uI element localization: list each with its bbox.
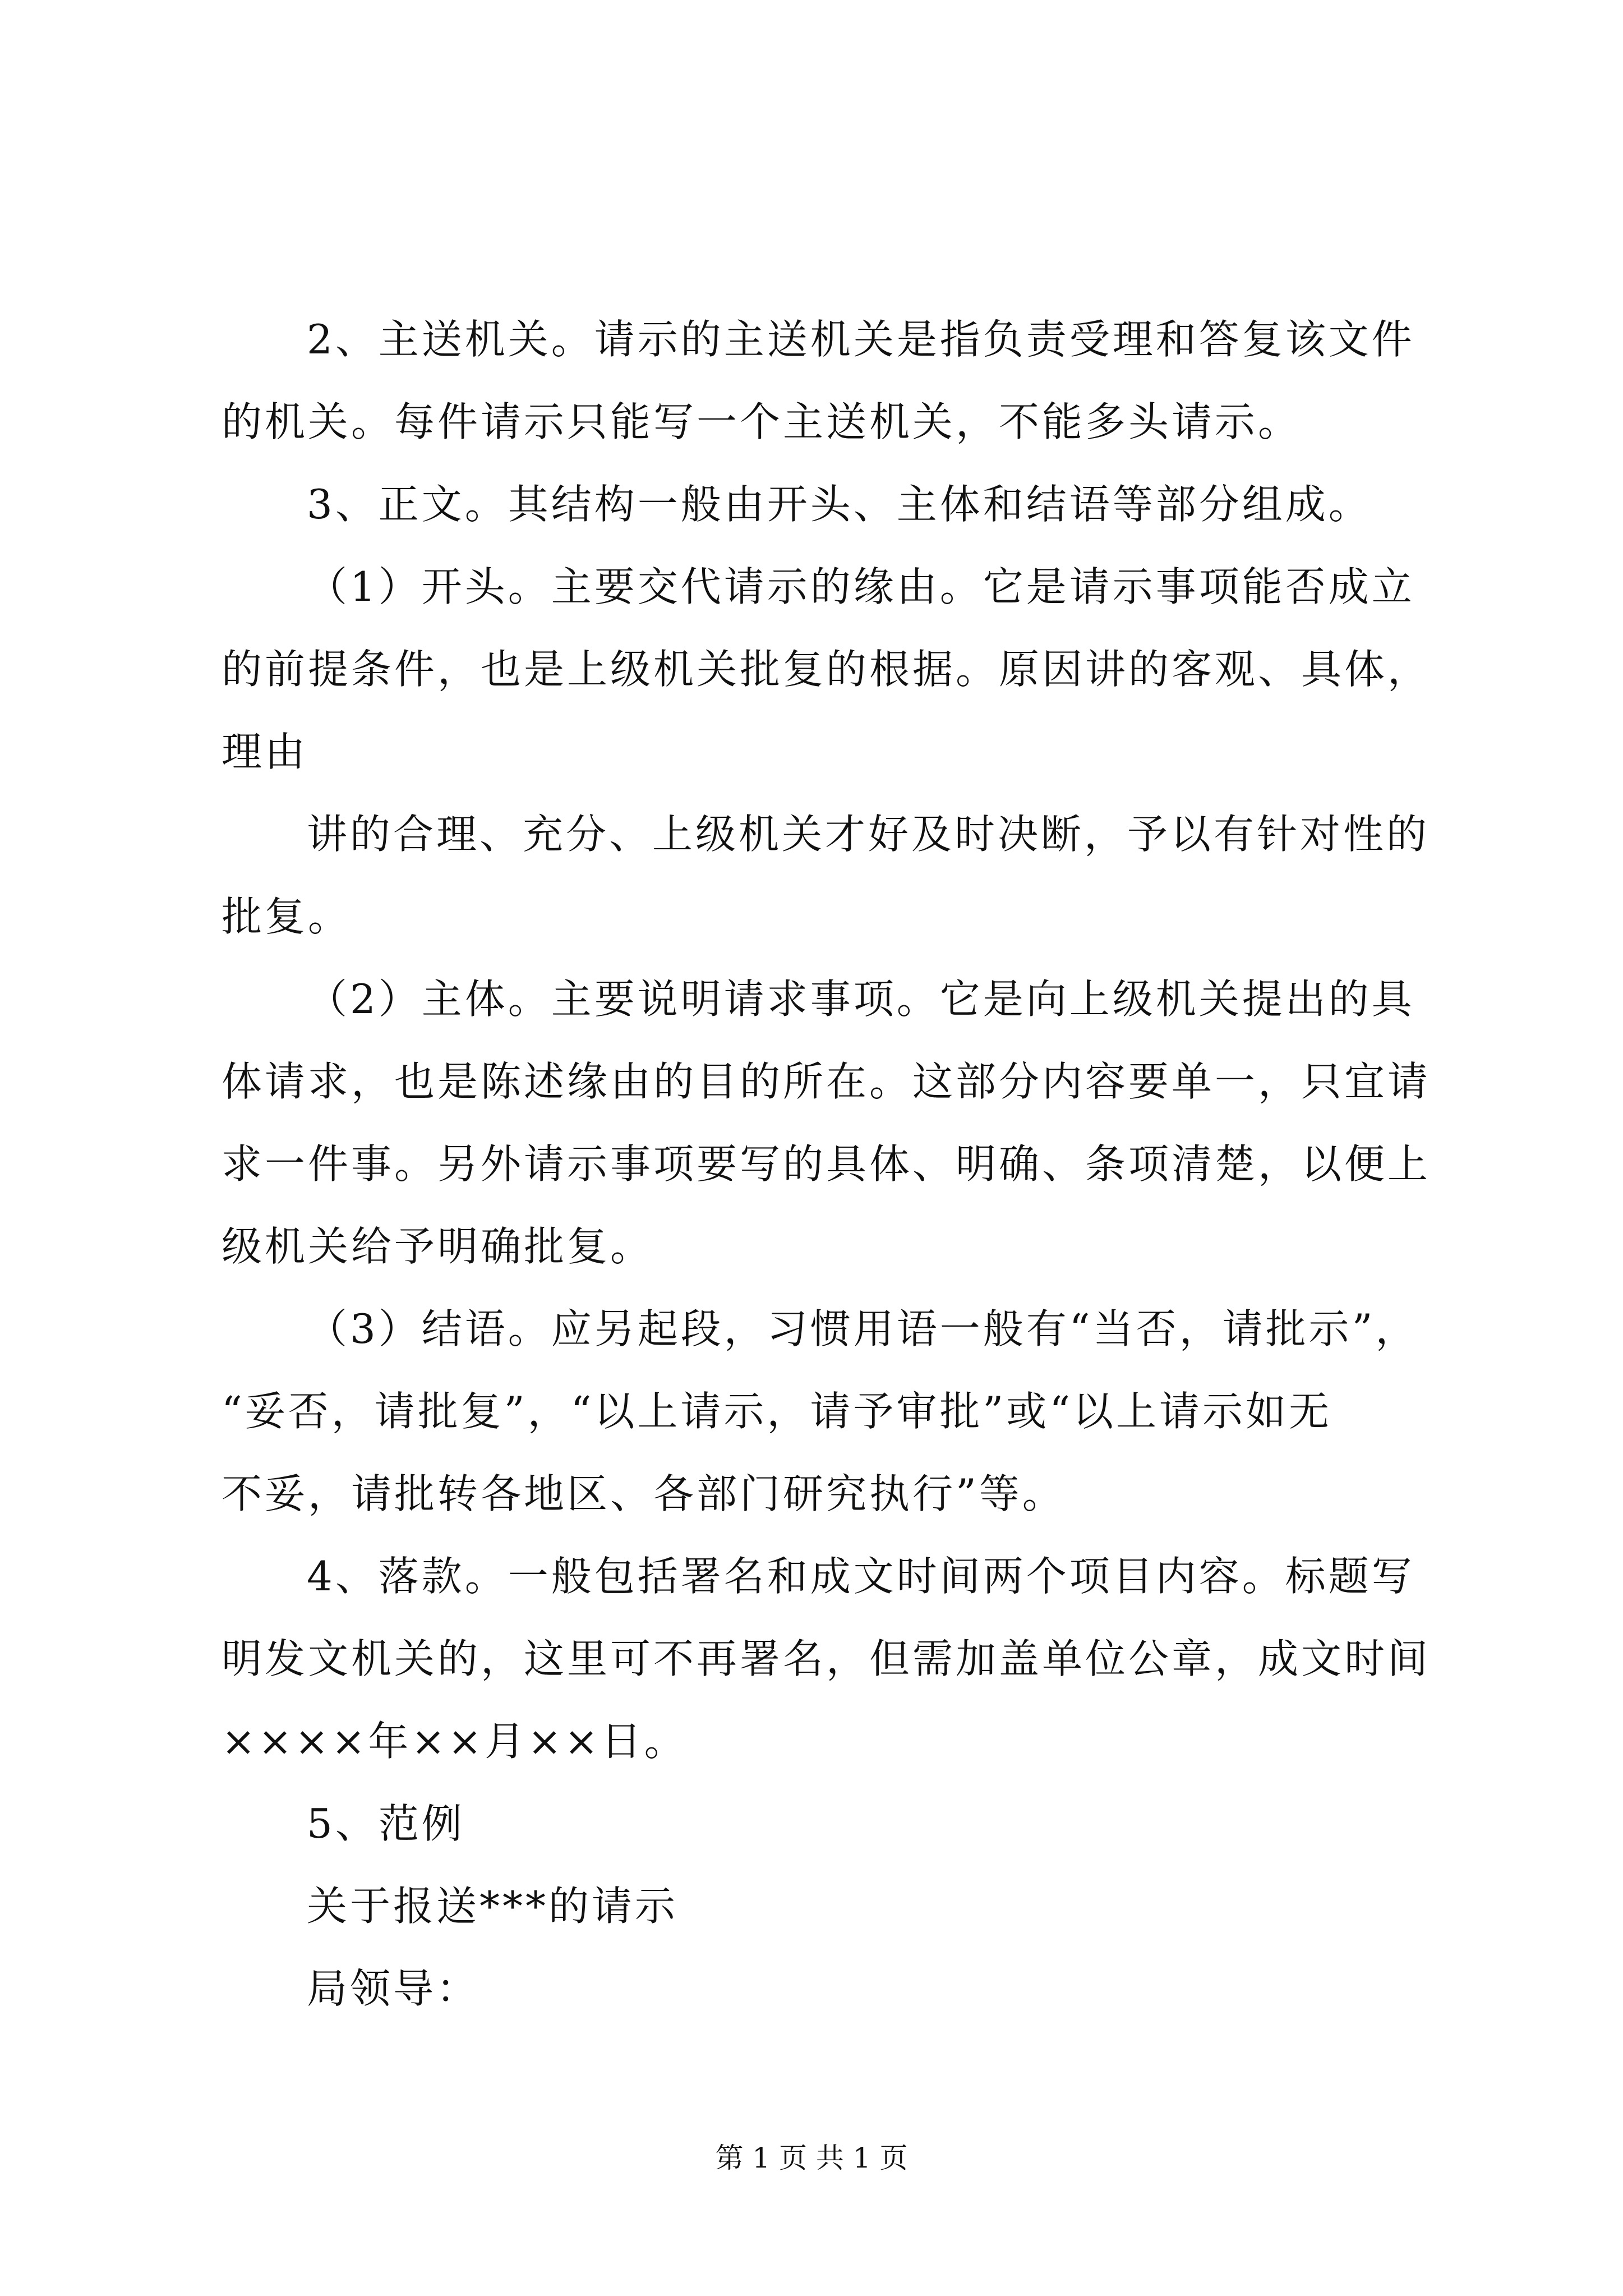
page-footer: 第 1 页 共 1 页 bbox=[715, 2142, 908, 2174]
text-line: 理由 bbox=[222, 728, 308, 775]
paragraph bbox=[222, 1865, 1455, 1948]
text-line: （3）结语。应另起段，习惯用语一般有“当否，请批示”， bbox=[307, 1305, 1419, 1352]
text-line: 求一件事。另外请示事项要写的具体、明确、条项清楚，以便上 bbox=[222, 1140, 1431, 1188]
paragraph bbox=[222, 1783, 1455, 1865]
text-line: 的前提条件，也是上级机关批复的根据。原因讲的客观、具体， bbox=[222, 646, 1431, 693]
text-line: 明发文机关的，这里可不再署名，但需加盖单位公章，成文时间 bbox=[222, 1635, 1431, 1682]
text-line: 不妥，请批转各地区、各部门研究执行”等。 bbox=[222, 1470, 1066, 1517]
text-line: “妥否，请批复”，“以上请示，请予审批”或“以上请示如无 bbox=[222, 1388, 1332, 1435]
text-line: 5、范例 bbox=[307, 1800, 465, 1847]
text-line: 4、落款。一般包括署名和成文时间两个项目内容。标题写 bbox=[307, 1553, 1415, 1600]
text-line: 体请求，也是陈述缘由的目的所在。这部分内容要单一，只宜请 bbox=[222, 1058, 1431, 1105]
text-line: 3、正文。其结构一般由开头、主体和结语等部分组成。 bbox=[307, 481, 1372, 528]
text-line: 2、主送机关。请示的主送机关是指负责受理和答复该文件 bbox=[307, 316, 1415, 363]
text-line: 批复。 bbox=[222, 893, 352, 940]
paragraph bbox=[222, 546, 1455, 793]
paragraph bbox=[222, 463, 1455, 546]
text-line: 级机关给予明确批复。 bbox=[222, 1223, 654, 1270]
text-line: 局领导： bbox=[307, 1965, 480, 2012]
paragraph bbox=[222, 298, 1455, 463]
text-line: 的机关。每件请示只能写一个主送机关，不能多头请示。 bbox=[222, 398, 1302, 445]
text-line: 讲的合理、充分、上级机关才好及时决断，予以有针对性的 bbox=[307, 811, 1430, 858]
text-line: （1）开头。主要交代请示的缘由。它是请示事项能否成立 bbox=[307, 563, 1415, 610]
paragraph bbox=[222, 1535, 1455, 1783]
paragraph bbox=[222, 1948, 1455, 2030]
text-line: 关于报送***的请示 bbox=[307, 1883, 679, 1930]
document-body bbox=[222, 298, 1455, 2030]
text-line: （2）主体。主要说明请求事项。它是向上级机关提出的具 bbox=[307, 976, 1415, 1023]
paragraph bbox=[222, 1288, 1455, 1535]
text-line: ××××年××月××日。 bbox=[222, 1718, 688, 1765]
paragraph bbox=[222, 793, 1455, 958]
paragraph bbox=[222, 958, 1455, 1288]
